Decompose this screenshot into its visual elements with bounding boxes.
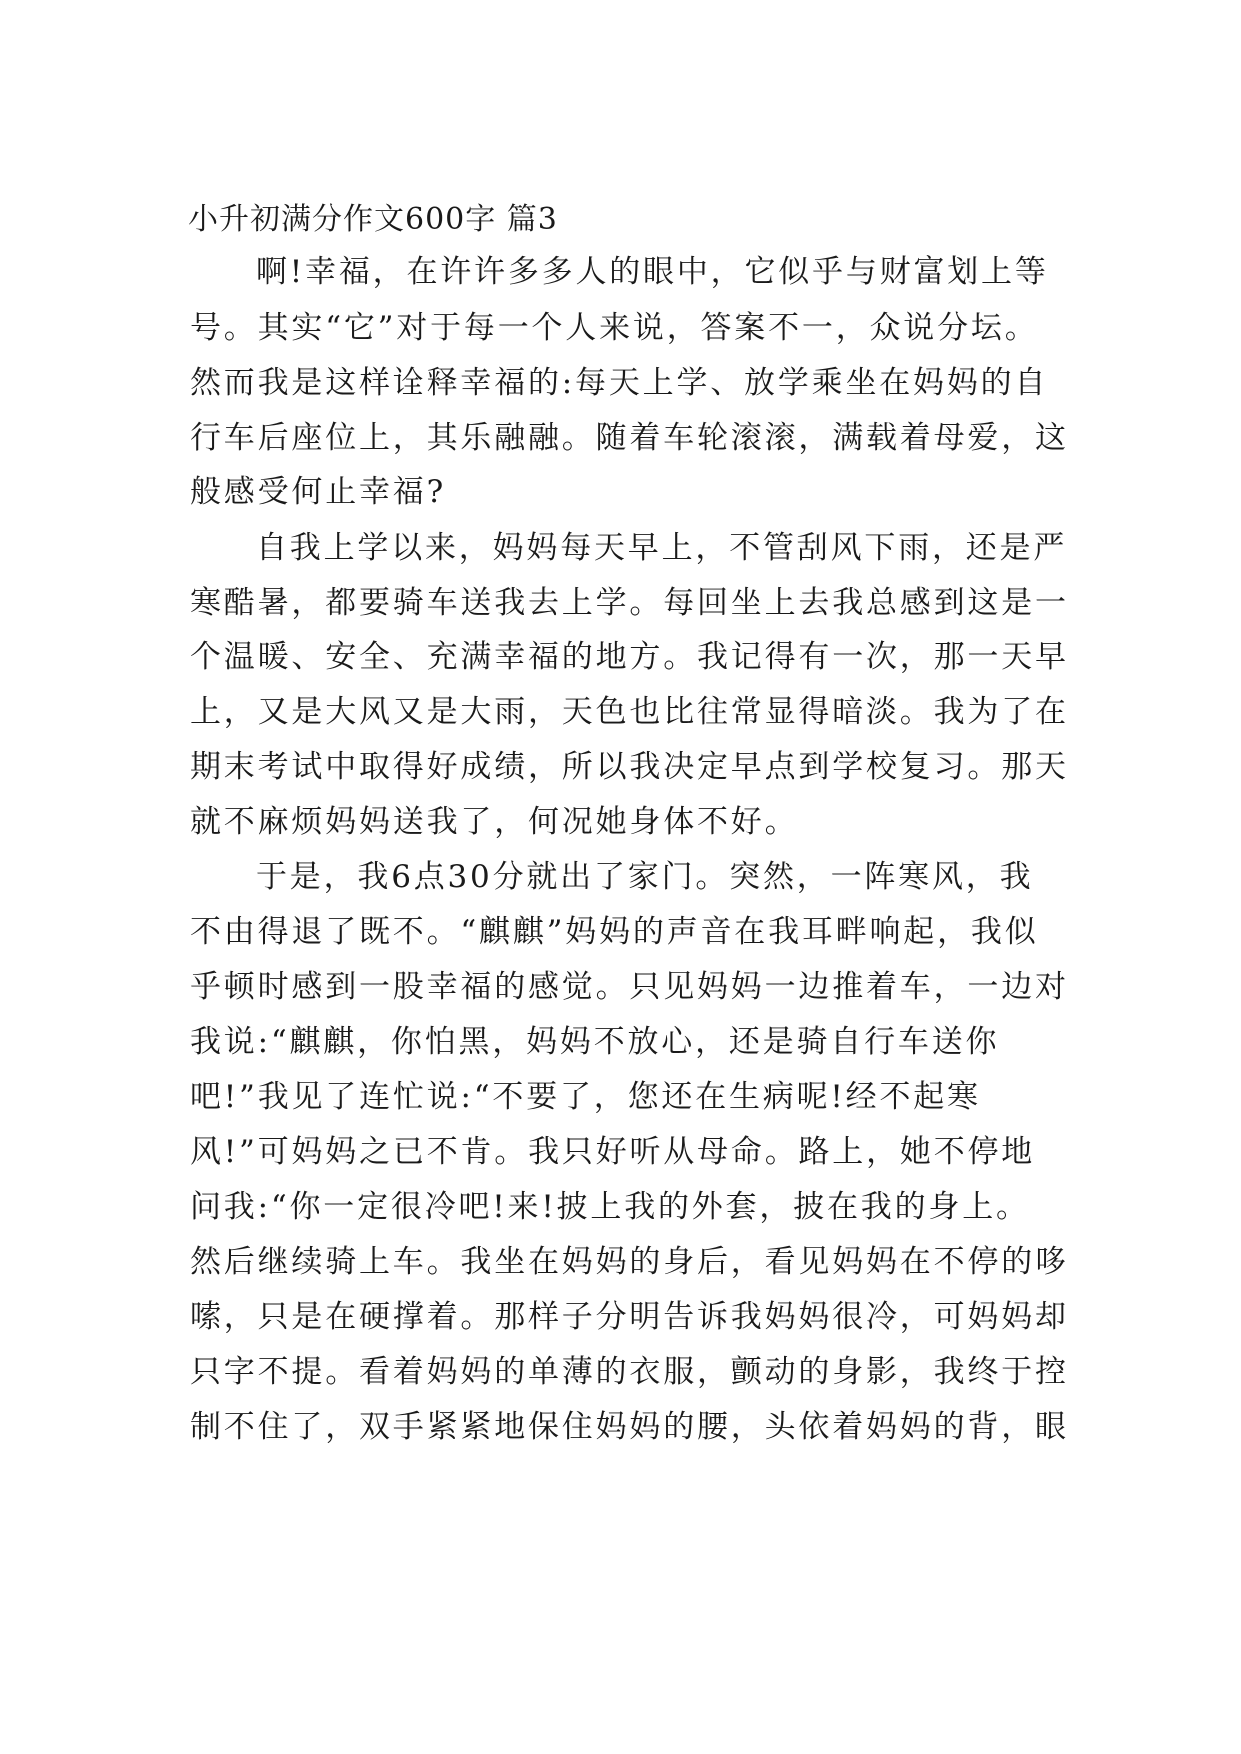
paragraph-2-line-1: 自我上学以来，妈妈每天早上，不管刮风下雨，还是严 [256, 530, 1068, 566]
paragraph-3-line-4: 我说:“麒麒，你怕黑，妈妈不放心，还是骑自行车送你 [190, 1024, 1000, 1060]
paragraph-3-line-2: 不由得退了既不。“麒麒”妈妈的声音在我耳畔响起，我似 [190, 914, 1039, 950]
paragraph-1-line-4: 行车后座位上，其乐融融。随着车轮滚滚，满载着母爱，这 [190, 420, 1069, 456]
paragraph-3-line-8: 然后继续骑上车。我坐在妈妈的身后，看见妈妈在不停的哆 [190, 1244, 1069, 1280]
paragraph-3-line-3: 乎顿时感到一股幸福的感觉。只见妈妈一边推着车，一边对 [190, 969, 1069, 1005]
paragraph-1-line-2: 号。其实“它”对于每一个人来说，答案不一，众说分坛。 [190, 310, 1039, 346]
paragraph-2-line-6: 就不麻烦妈妈送我了，何况她身体不好。 [190, 804, 799, 840]
paragraph-2-line-2: 寒酷暑，都要骑车送我去上学。每回坐上去我总感到这是一 [190, 585, 1069, 621]
paragraph-3-line-6: 风!”可妈妈之已不肯。我只好听从母命。路上，她不停地 [190, 1134, 1036, 1170]
paragraph-2-line-4: 上，又是大风又是大雨，天色也比往常显得暗淡。我为了在 [190, 694, 1069, 730]
paragraph-3-line-1: 于是，我6点30分就出了家门。突然，一阵寒风，我 [256, 859, 1034, 895]
paragraph-1-line-3: 然而我是这样诠释幸福的:每天上学、放学乘坐在妈妈的自 [190, 365, 1049, 401]
paragraph-1-line-1: 啊!幸福，在许许多多人的眼中，它似乎与财富划上等 [256, 254, 1049, 290]
paragraph-2-line-3: 个温暖、安全、充满幸福的地方。我记得有一次，那一天早 [190, 639, 1069, 675]
paragraph-3-line-7: 问我:“你一定很冷吧!来!披上我的外套，披在我的身上。 [190, 1189, 1030, 1225]
paragraph-1-line-5: 般感受何止幸福? [190, 474, 447, 510]
paragraph-3-line-11: 制不住了，双手紧紧地保住妈妈的腰，头依着妈妈的背，眼 [190, 1409, 1069, 1445]
paragraph-2-line-5: 期末考试中取得好成绩，所以我决定早点到学校复习。那天 [190, 749, 1069, 785]
paragraph-3-line-5: 吧!”我见了连忙说:“不要了，您还在生病呢!经不起寒 [190, 1079, 981, 1115]
paragraph-3-line-9: 嗦，只是在硬撑着。那样子分明告诉我妈妈很冷，可妈妈却 [190, 1299, 1069, 1335]
essay-title: 小升初满分作文600字 篇3 [188, 202, 558, 237]
paragraph-3-line-10: 只字不提。看着妈妈的单薄的衣服，颤动的身影，我终于控 [190, 1354, 1069, 1390]
